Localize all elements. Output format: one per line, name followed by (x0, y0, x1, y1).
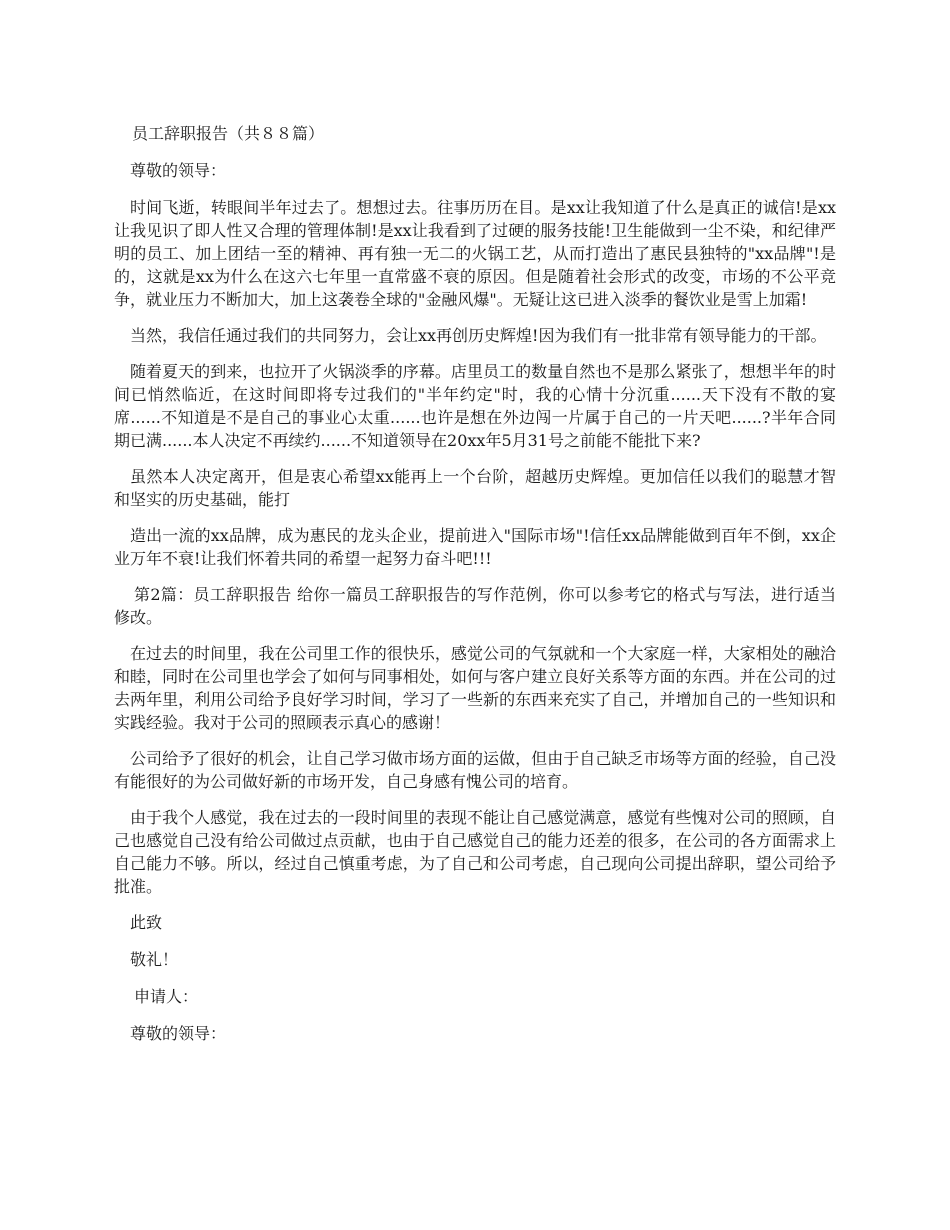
paragraph-1: 时间飞逝，转眼间半年过去了。想想过去。往事历历在目。是xx让我知道了什么是真正的诚信!是xx让我见识了即人性又合理的管理体制!是xx让我看到了过硬的服务技能!卫生能做到一尘不染，和纪律严明的员工、加上团结一至的精神、再有独一无二的火锅工艺，从而打造出了惠民县独特的"xx品牌"!是的，这就是xx为什么在这六七年里一直常盛不衰的原因。但是随着社会形式的改变，市场的不公平竞争，就业压力不断加大，加上这袭卷全球的"金融风爆"。无疑让这已进入淡季的餐饮业是雪上加霜! (114, 198, 836, 309)
regards: 敬礼！ (130, 950, 179, 969)
paragraph-6: 在过去的时间里，我在公司里工作的很快乐，感觉公司的气氛就和一个大家庭一样，大家相处的融洽和睦，同时在公司里也学会了如何与同事相处，如何与客户建立良好关系等方面的东西。并在公司的过去两年里，利用公司给予良好学习时间，学习了一些新的东西来充实了自己，并增加自己的一些知识和实践经验。我对于公司的照顾表示真心的感谢！ (114, 644, 836, 732)
salutation-2: 尊敬的领导： (130, 1024, 227, 1043)
applicant-label: 申请人： (134, 987, 199, 1006)
paragraph-4: 虽然本人决定离开，但是衷心希望xx能再上一个台阶，超越历史辉煌。更加信任以我们的聪慧才智和坚实的历史基础，能打 (114, 467, 836, 509)
document-body (114, 122, 836, 1058)
closing: 此致 (130, 913, 163, 932)
section-heading-2: 第2篇：员工辞职报告 给你一篇员工辞职报告的写作范例，你可以参考它的格式与写法，进行适当修改。 (114, 585, 836, 627)
document-title: 员工辞职报告（共８８篇） (132, 124, 325, 143)
paragraph-7: 公司给予了很好的机会，让自己学习做市场方面的运做，但由于自己缺乏市场等方面的经验，自己没有能很好的为公司做好新的市场开发，自己身感有愧公司的培育。 (114, 749, 836, 791)
salutation: 尊敬的领导： (130, 161, 227, 180)
paragraph-3: 随着夏天的到来，也拉开了火锅淡季的序幕。店里员工的数量自然也不是那么紧张了，想想半年的时间已悄然临近，在这时间即将专过我们的"半年约定"时，我的心情十分沉重......天下没有不散的宴席......不知道是不是自己的事业心太重......也许是想在外边闯一片属于自己的一片天吧......?半年合同期已满......本人决定不再续约......不知道领导在20xx年5月31号之前能不能批下来? (114, 362, 836, 450)
paragraph-8: 由于我个人感觉，我在过去的一段时间里的表现不能让自己感觉满意，感觉有些愧对公司的照顾，自己也感觉自己没有给公司做过点贡献，也由于自己感觉自己的能力还差的很多，在公司的各方面需求上自己能力不够。所以，经过自己慎重考虑，为了自己和公司考虑，自己现向公司提出辞职，望公司给予批准。 (114, 808, 836, 896)
paragraph-5: 造出一流的xx品牌，成为惠民的龙头企业，提前进入"国际市场"!信任xx品牌能做到百年不倒，xx企业万年不衰!让我们怀着共同的希望一起努力奋斗吧!!! (114, 526, 836, 568)
paragraph-2: 当然，我信任通过我们的共同努力，会让xx再创历史辉煌!因为我们有一批非常有领导能力的干部。 (130, 326, 827, 345)
